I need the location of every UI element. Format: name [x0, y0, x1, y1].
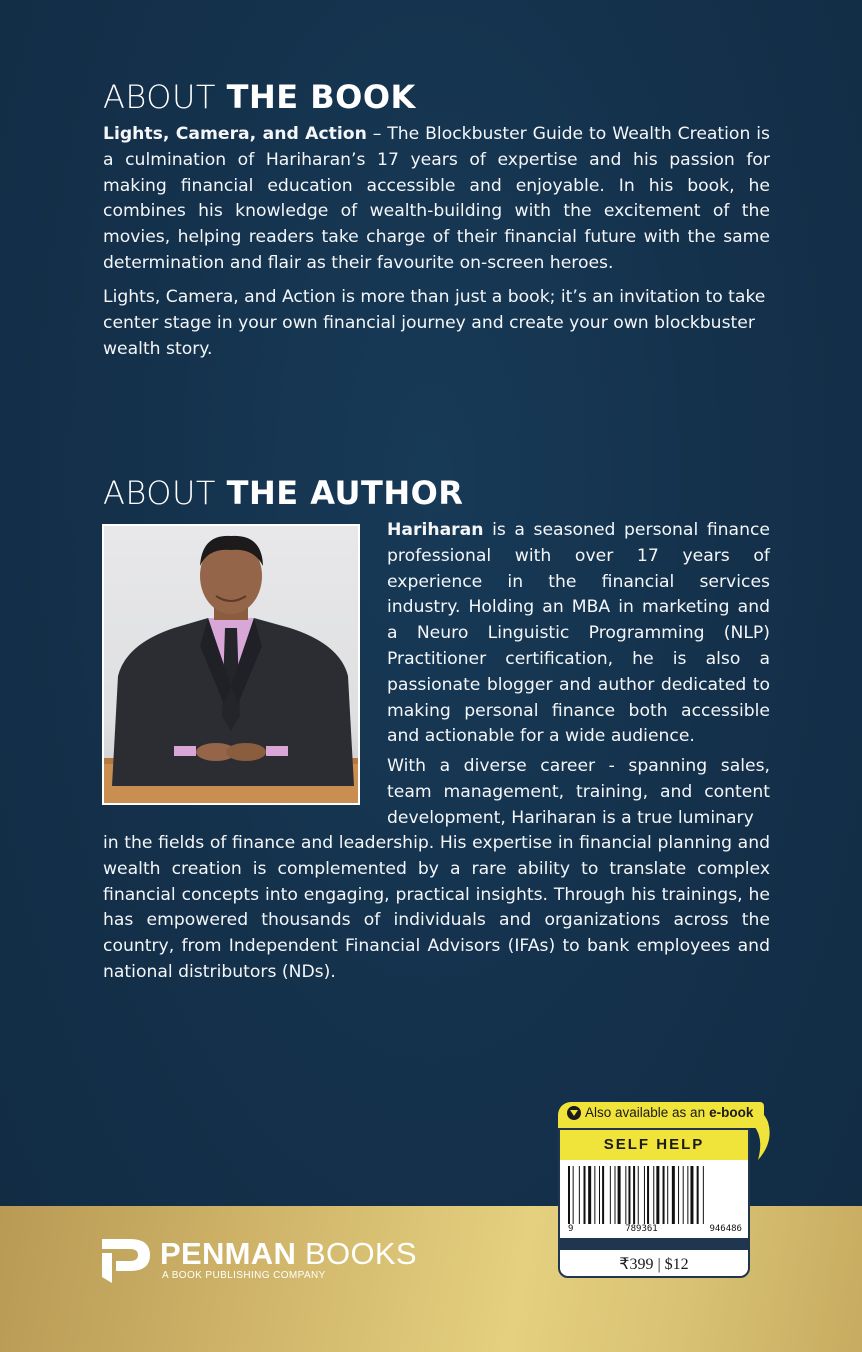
barcode-stripe [644, 1166, 645, 1224]
about-book-paragraph-1-text: – The Blockbuster Guide to Wealth Creation is a culmination of Hariharan’s 17 years of expertise and his passion for making financial education accessible and enjoyable. In his book, he combines his knowledge of wealth-building with the excitement of the movies, helping readers take charge of their financial future with the same determination and flair as their favourite on-screen heroes. [103, 124, 770, 273]
about-book-paragraph-2: Lights, Camera, and Action is more than just a book; it’s an invitation to take center stage in your own financial journey and create your own blockbuster wealth story. [103, 287, 766, 359]
barcode-stripe [610, 1166, 611, 1224]
about-author-paragraph-2-bottom: in the fields of finance and leadership. His expertise in financial planning and wealth creation is complemented by a rare ability to translate complex financial concepts into engaging, practical insights. Through his trainings, he has empowered thousands of individuals and organizations across the country, from Independent Financial Advisors (IFAs) to bank employees and national distributors (NDs). [103, 833, 770, 982]
barcode-stripe [602, 1166, 604, 1224]
barcode-stripe [683, 1166, 684, 1224]
author-portrait [104, 526, 358, 803]
barcode-stripe [672, 1166, 675, 1224]
publisher-tagline: A BOOK PUBLISHING COMPANY [162, 1270, 326, 1281]
about-book-paragraph-1 [103, 122, 770, 277]
barcode-stripe [625, 1166, 626, 1224]
barcode-stripe [687, 1166, 688, 1224]
barcode-stripe [579, 1166, 580, 1224]
barcode-stripe [618, 1166, 621, 1224]
barcode-stripe [588, 1166, 591, 1224]
barcode-stripe [703, 1166, 704, 1224]
barcode-stripe [599, 1166, 600, 1224]
publisher-name-bold: PENMAN [160, 1236, 297, 1271]
isbn-digit-group-2: 789361 [625, 1224, 658, 1234]
about-author-heading [103, 474, 463, 512]
price-divider [560, 1238, 748, 1250]
about-author-paragraph-1 [387, 518, 770, 750]
download-icon [567, 1106, 581, 1120]
barcode-stripe [584, 1166, 586, 1224]
ebook-notice-prefix: Also available as an [585, 1105, 706, 1120]
barcode-stripe [628, 1166, 630, 1224]
isbn-digit-group-1: 9 [568, 1224, 574, 1234]
author-name-inline: Hariharan [387, 520, 484, 540]
about-author-paragraph-2-top: With a diverse career - spanning sales, team management, training, and content development, Hariharan is a true luminary [387, 756, 770, 828]
barcode-stripe [697, 1166, 699, 1224]
about-author-paragraph-1-text: is a seasoned personal finance professional with over 17 years of experience in the financial services industry. Holding an MBA in marketing and a Neuro Linguistic Programming (NLP) Practitioner certification, he is also a passionate blogger and author dedicated to making personal finance both accessible and actionable for a wide audience. [387, 520, 770, 747]
price-label: ₹399 | $12 [619, 1256, 689, 1273]
ebook-notice-bold: e-book [709, 1105, 754, 1120]
barcode-stripe [647, 1166, 649, 1224]
barcode-stripe [667, 1166, 668, 1224]
barcode-stripe [638, 1166, 639, 1224]
publisher-name-light: BOOKS [296, 1236, 417, 1271]
barcode-stripe [568, 1166, 570, 1224]
about-author-heading-bold: THE AUTHOR [226, 474, 464, 512]
about-book-heading-bold: THE BOOK [226, 78, 416, 116]
ebook-notice [567, 1105, 753, 1120]
barcode-bars [568, 1166, 742, 1224]
barcode-stripe [663, 1166, 665, 1224]
about-author-heading-light: ABOUT [103, 474, 227, 512]
barcode-stripe [594, 1166, 595, 1224]
author-photo [102, 524, 360, 805]
barcode-stripe [656, 1166, 659, 1224]
barcode-stripe [690, 1166, 693, 1224]
about-book-heading-light: ABOUT [103, 78, 227, 116]
author-portrait-illustration [104, 526, 358, 803]
barcode-stripe [615, 1166, 616, 1224]
barcode-stripe [633, 1166, 635, 1224]
barcode-label [558, 1128, 750, 1278]
genre-label: SELF HELP [560, 1130, 748, 1160]
isbn-digits [568, 1224, 742, 1234]
barcode-stripe [573, 1166, 574, 1224]
barcode-stripe [653, 1166, 654, 1224]
barcode-stripe [678, 1166, 679, 1224]
penman-logo-icon [100, 1237, 152, 1285]
publisher-name [160, 1236, 417, 1272]
isbn-digit-group-3: 946486 [709, 1224, 742, 1234]
book-title-inline: Lights, Camera, and Action [103, 124, 367, 144]
about-book-heading [103, 78, 416, 116]
